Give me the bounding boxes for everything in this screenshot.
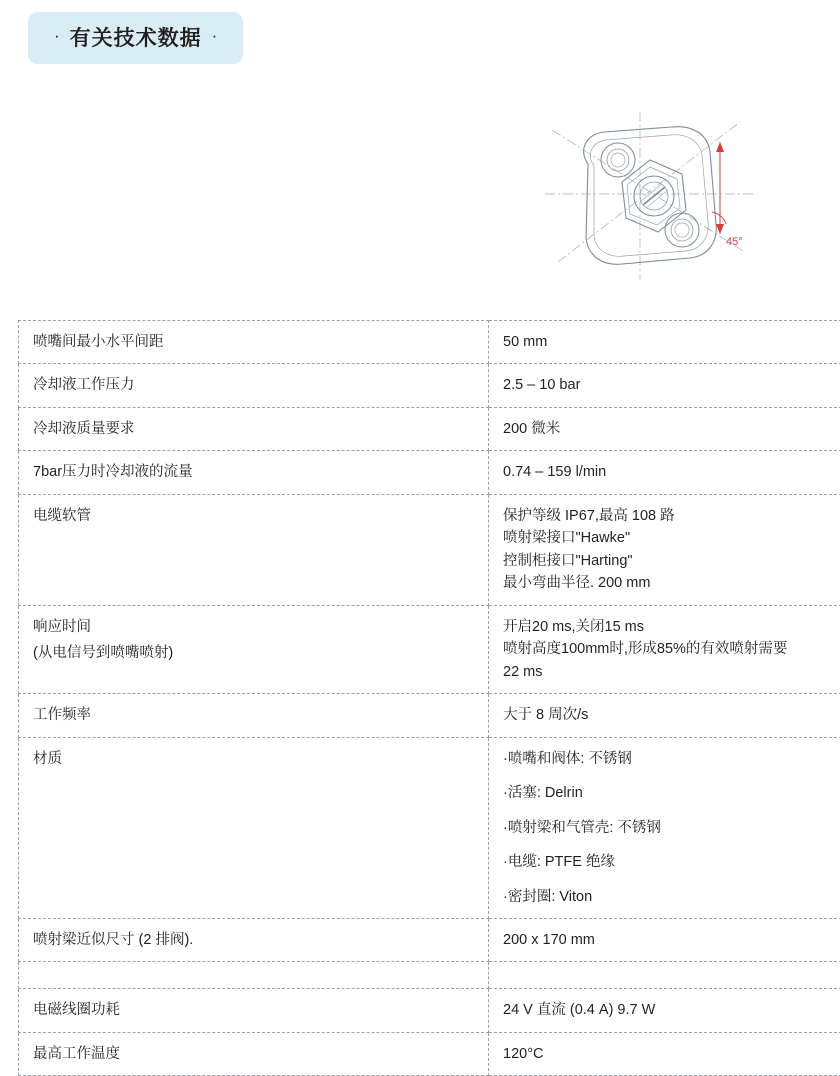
row-value-line: 喷射梁接口"Hawke" (503, 527, 840, 549)
title-left-dot: · (54, 27, 60, 44)
row-label-cell (19, 451, 489, 494)
row-label-cell (19, 407, 489, 450)
row-label-cell (19, 1032, 489, 1075)
page-title-badge (28, 12, 243, 64)
row-label-cell (19, 962, 489, 989)
row-value-line: 120°C (503, 1043, 840, 1065)
row-value-cell (489, 407, 840, 450)
table-row (19, 364, 840, 407)
table-row (19, 494, 840, 605)
row-value-line: ·电缆: PTFE 绝缘 (503, 851, 840, 873)
table-row (19, 605, 840, 693)
row-label-line: 7bar压力时冷却液的流量 (33, 461, 476, 483)
row-value-line: 最小弯曲半径. 200 mm (503, 572, 840, 594)
row-value-line: 24 V 直流 (0.4 A) 9.7 W (503, 999, 840, 1021)
row-label-cell (19, 918, 489, 961)
row-value-cell (489, 451, 840, 494)
row-value-cell (489, 605, 840, 693)
row-value-line: 控制柜接口"Harting" (503, 550, 840, 572)
row-label-cell (19, 737, 489, 918)
valve-flange-technical-drawing (540, 112, 770, 287)
row-value-line: 大于 8 周次/s (503, 704, 840, 726)
row-label-line: 喷嘴间最小水平间距 (33, 331, 476, 353)
row-value-cell (489, 1032, 840, 1075)
row-label-line: 电磁线圈功耗 (33, 999, 476, 1021)
row-value-line: 2.5 – 10 bar (503, 374, 840, 396)
page-title: 有关技术数据 (70, 22, 202, 52)
row-value-line: 200 x 170 mm (503, 929, 840, 951)
row-value-line: 喷射高度100mm时,形成85%的有效喷射需要 (503, 638, 840, 660)
row-value-cell (489, 694, 840, 737)
table-row (19, 694, 840, 737)
table-row (19, 918, 840, 961)
row-label-line: 冷却液质量要求 (33, 418, 476, 440)
row-value-line: ·喷射梁和气管壳: 不锈钢 (503, 817, 840, 839)
table-row (19, 989, 840, 1032)
row-label-line: 冷却液工作压力 (33, 374, 476, 396)
row-value-cell (489, 737, 840, 918)
row-value-cell (489, 321, 840, 364)
row-value-cell (489, 989, 840, 1032)
table-row (19, 451, 840, 494)
row-value-line: ·活塞: Delrin (503, 782, 840, 804)
row-label-cell (19, 989, 489, 1032)
row-label-line: 喷射梁近似尺寸 (2 排阀). (33, 929, 476, 951)
row-label-line: (从电信号到喷嘴喷射) (33, 642, 476, 664)
row-value-line: ·密封圈: Viton (503, 886, 840, 908)
row-value-line: 保护等级 IP67,最高 108 路 (503, 505, 840, 527)
row-value-line: 开启20 ms,关闭15 ms (503, 616, 840, 638)
row-label-cell (19, 364, 489, 407)
row-value-cell (489, 962, 840, 989)
row-value-line: 50 mm (503, 331, 840, 353)
row-value-cell (489, 364, 840, 407)
table-row (19, 1032, 840, 1075)
row-label-line: 响应时间 (33, 616, 476, 638)
row-label-line: 电缆软管 (33, 505, 476, 527)
row-label-cell (19, 494, 489, 605)
row-label-cell (19, 694, 489, 737)
row-value-cell (489, 918, 840, 961)
row-label-cell (19, 605, 489, 693)
drawing-angle-label: 45° (726, 236, 743, 248)
row-value-line: 200 微米 (503, 418, 840, 440)
row-label-line: 工作频率 (33, 704, 476, 726)
table-row (19, 407, 840, 450)
row-value-line: 0.74 – 159 l/min (503, 461, 840, 483)
row-label-cell (19, 321, 489, 364)
table-row (19, 737, 840, 918)
row-value-line: 22 ms (503, 661, 840, 683)
row-label-line: 最高工作温度 (33, 1043, 476, 1065)
technical-data-table (18, 320, 840, 1076)
table-row-spacer (19, 962, 840, 989)
row-value-cell (489, 494, 840, 605)
title-right-dot: · (212, 27, 218, 44)
row-label-line: 材质 (33, 748, 476, 770)
row-value-line: ·喷嘴和阀体: 不锈钢 (503, 748, 840, 770)
table-row (19, 321, 840, 364)
